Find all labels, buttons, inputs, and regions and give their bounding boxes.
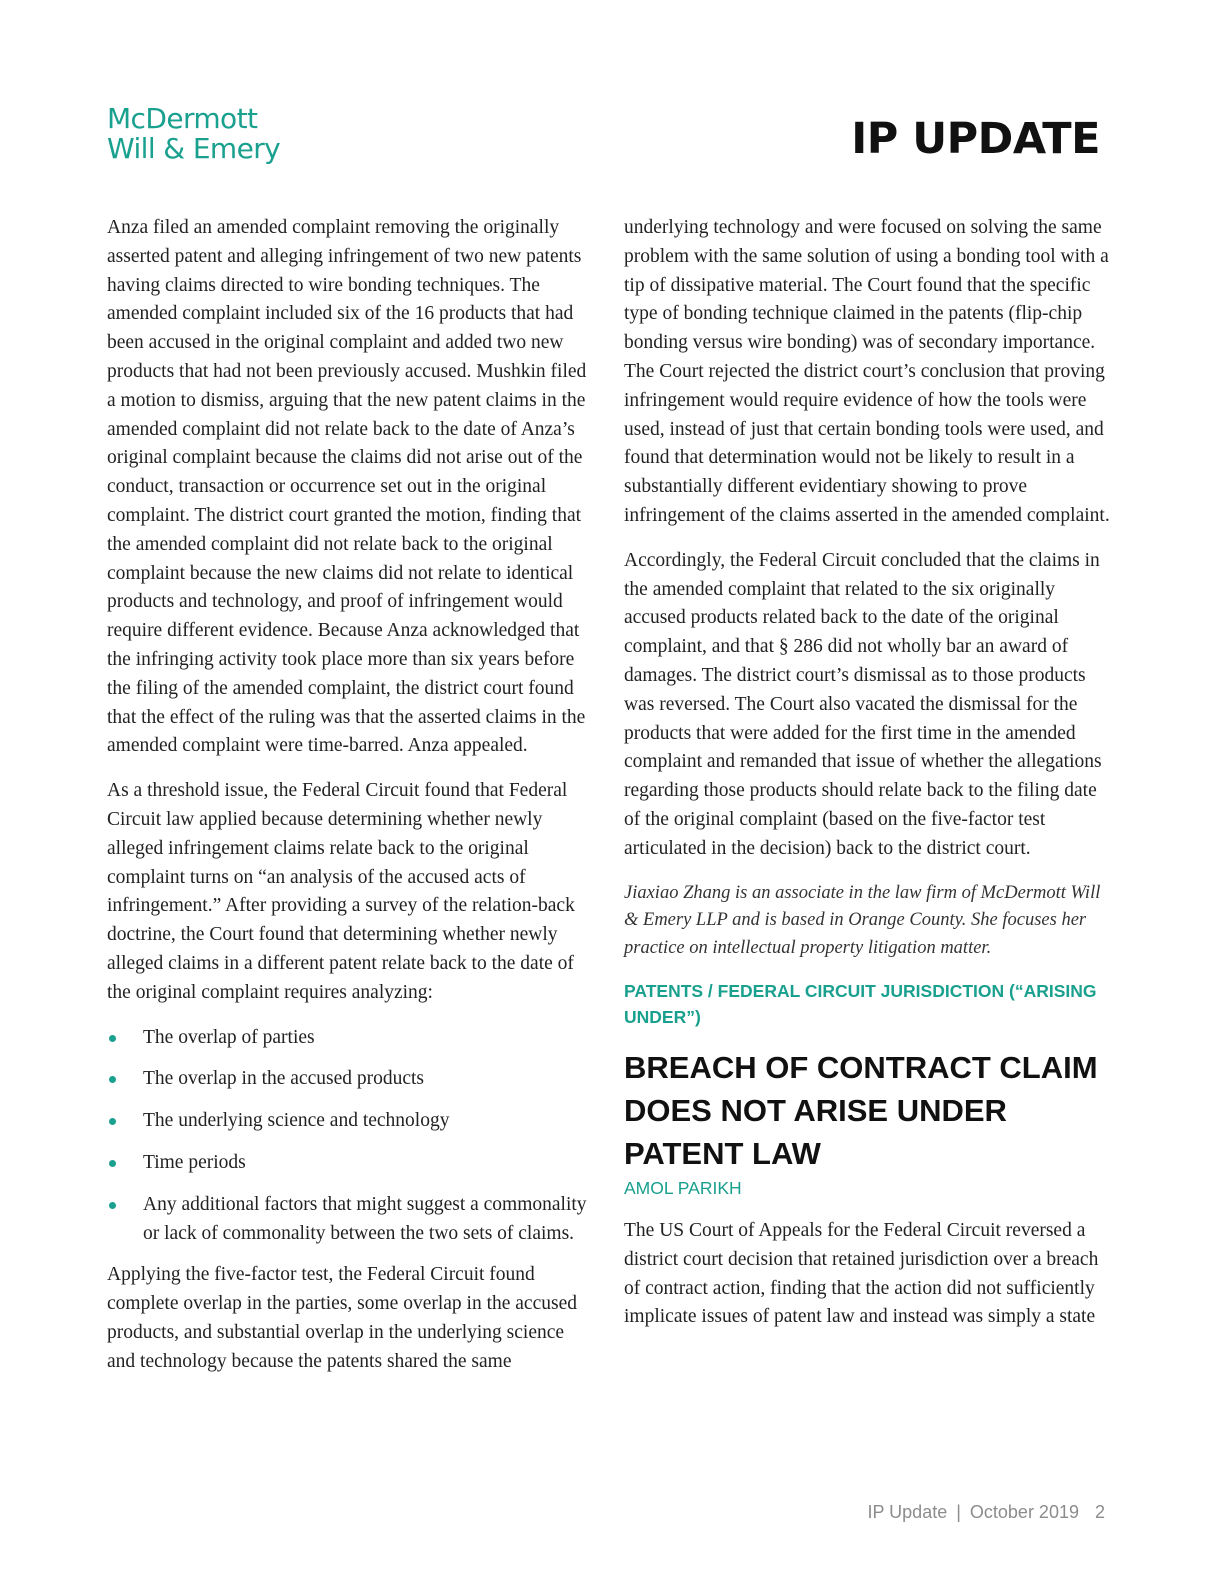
- list-item-text: The overlap in the accused products: [143, 1068, 425, 1090]
- firm-logo: [107, 104, 297, 164]
- left-column: [107, 214, 593, 1392]
- article-headline: BREACH OF CONTRACT CLAIM DOES NOT ARISE UNDER PATENT LAW: [624, 1050, 1098, 1172]
- page-number: 2: [1094, 1502, 1105, 1522]
- right-paragraph-2: Accordingly, the Federal Circuit concluded that the claims in the amended complaint that related to the six originally accused products related back to the date of the original complaint, and that § 286 did not wholly bar an award of damages. The district court’s dismissal as to those products was reversed. The Court also vacated the dismissal for the products that were added for the first time in the amended complaint and remanded that issue of whether the allegations regarding those products should relate back to the filing date of the original complaint (based on the five-factor test articulated in the decision) back to the district court.: [624, 549, 1102, 859]
- footer-separator: |: [956, 1502, 961, 1522]
- list-item-text: The overlap of parties: [143, 1026, 315, 1048]
- right-paragraph-1: underlying technology and were focused on solving the same problem with the same solution of using a bonding tool with a tip of dissipative material. The Court found that the specific type of bonding technique claimed in the patents (flip-chip bonding versus wire bonding) was of secondary importance. The Court rejected the district court’s conclusion that proving infringement would require evidence of how the tools were used, instead of just that certain bonding tools were used, and found that determination would not be likely to result in a substantially different evidentiary showing to prove infringement of the claims asserted in the amended complaint.: [624, 217, 1110, 526]
- list-item-text: Any additional factors that might suggest a commonality or lack of commonality between the two sets of claims.: [143, 1193, 587, 1244]
- bullet-icon: [109, 1035, 116, 1042]
- footer-publication: IP Update: [867, 1502, 948, 1522]
- left-paragraph-1: Anza filed an amended complaint removing the originally asserted patent and alleging infringement of two new patents having claims directed to wire bonding techniques. The amended complaint included six of the 16 products that had been accused in the original complaint and added two new products that had not been previously accused. Mushkin filed a motion to dismiss, arguing that the new patent claims in the amended complaint did not relate back to the date of Anza’s original complaint because the claims did not arise out of the conduct, transaction or occurrence set out in the original complaint. The district court granted the motion, finding that the amended complaint did not relate back to the original complaint because the new claims did not relate to identical products and technology, and proof of infringement would require different evidence. Because Anza acknowledged that the infringing activity took place more than six years before the filing of the amended complaint, the district court found that the effect of the ruling was that the asserted claims in the amended complaint were time-barred. Anza appealed.: [107, 217, 587, 757]
- bullet-icon: [109, 1160, 116, 1167]
- right-paragraph-3: The US Court of Appeals for the Federal Circuit reversed a district court decision that retained jurisdiction over a breach of contract action, finding that the action did not sufficiently implicate issues of patent law and instead was simply a state: [624, 1220, 1099, 1328]
- list-item: [107, 1024, 593, 1053]
- list-item: [107, 1191, 593, 1249]
- right-column: [624, 214, 1110, 1348]
- footer-date: October 2019: [969, 1502, 1079, 1522]
- list-item-text: Time periods: [143, 1151, 246, 1173]
- logo-line-1: McDermott: [107, 102, 258, 135]
- author-bio: Jiaxiao Zhang is an associate in the law firm of McDermott Will & Emery LLP and is based in Orange County. She focuses her practice on intellectual property litigation matter.: [624, 882, 1101, 958]
- list-item: [107, 1149, 593, 1178]
- article-category: PATENTS / FEDERAL CIRCUIT JURISDICTION (“ARISING UNDER”): [624, 981, 1097, 1028]
- article-author: AMOL PARIKH: [624, 1178, 742, 1199]
- left-paragraph-3: Applying the five-factor test, the Federal Circuit found complete overlap in the parties, some overlap in the accused products, and substantial overlap in the underlying science and technology because the patents shared the same: [107, 1264, 577, 1372]
- list-item-text: The underlying science and technology: [143, 1110, 450, 1132]
- list-item: [107, 1107, 593, 1136]
- list-item: [107, 1065, 593, 1094]
- publication-title: IP UPDATE: [851, 114, 1100, 164]
- bullet-icon: [109, 1076, 116, 1083]
- logo-line-2: Will & Emery: [107, 132, 281, 165]
- bullet-icon: [109, 1202, 116, 1209]
- analysis-factor-list: [107, 1024, 593, 1249]
- page-footer: [867, 1502, 1105, 1523]
- bullet-icon: [109, 1118, 116, 1125]
- left-paragraph-2: As a threshold issue, the Federal Circuit found that Federal Circuit law applied because determining whether newly alleged infringement claims relate back to the original complaint turns on “an analysis of the accused acts of infringement.” After providing a survey of the relation-back doctrine, the Court found that determining whether newly alleged claims in a different patent relate back to the date of the original complaint requires analyzing:: [107, 780, 575, 1003]
